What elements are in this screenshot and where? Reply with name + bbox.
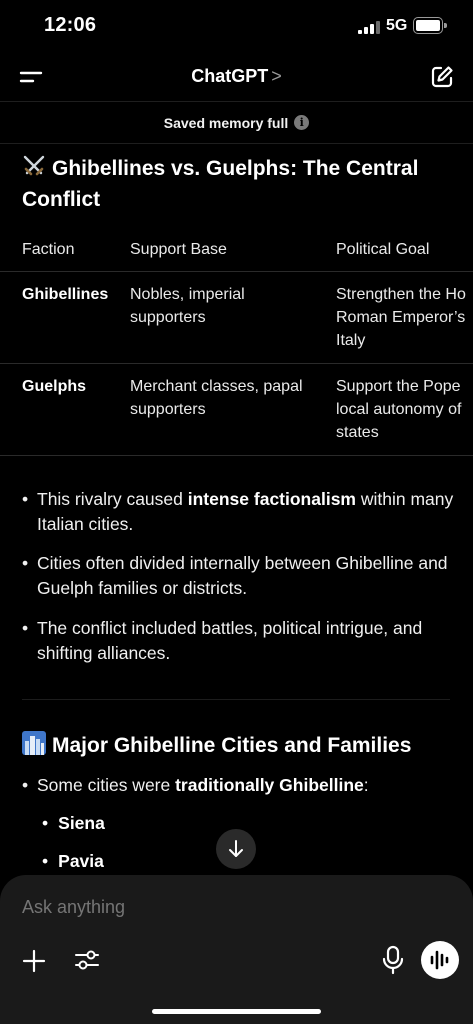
composer bbox=[0, 875, 473, 1024]
table-cell-support: supporters bbox=[130, 401, 206, 418]
table-cell-support: Nobles, imperial bbox=[130, 286, 245, 303]
bullet-text: within many Italian cities. bbox=[37, 489, 454, 534]
new-chat-icon[interactable] bbox=[429, 64, 455, 90]
tools-sliders-icon[interactable] bbox=[72, 945, 102, 975]
list-item-city bbox=[42, 811, 105, 836]
table-cell-goal: states bbox=[336, 424, 379, 441]
bullet-text: : bbox=[363, 775, 369, 795]
bullet-dot: • bbox=[42, 813, 49, 833]
voice-waveform-icon bbox=[421, 941, 459, 979]
table-cell-support: supporters bbox=[130, 309, 206, 326]
bullet-dot: • bbox=[42, 851, 49, 871]
bullet-dot: • bbox=[22, 489, 29, 509]
section-heading-text: Major Ghibelline Cities and Families bbox=[52, 734, 412, 757]
list-item bbox=[22, 616, 462, 666]
table-cell-faction: Guelphs bbox=[22, 378, 87, 395]
table-cell-goal: Support the Pope bbox=[336, 378, 461, 395]
bullet-bold-text: traditionally Ghibelline bbox=[175, 775, 364, 795]
list-item bbox=[22, 487, 462, 537]
city-name: Siena bbox=[58, 813, 105, 833]
section-heading-cities bbox=[22, 731, 462, 763]
table-row bbox=[0, 272, 473, 364]
bullet-dot: • bbox=[22, 775, 29, 795]
crossed-swords-icon bbox=[22, 154, 46, 186]
bullet-dot: • bbox=[22, 618, 29, 638]
section-heading-line2: Conflict bbox=[22, 188, 101, 211]
table-header: Faction bbox=[22, 241, 75, 258]
battery-icon bbox=[413, 17, 443, 34]
list-item bbox=[22, 551, 462, 601]
bullet-text: The conflict included battles, political intrigue, and shifting alliances. bbox=[37, 618, 423, 663]
table-cell-goal: Roman Emperor’s bbox=[336, 309, 466, 326]
section-heading-line1: Ghibellines vs. Guelphs: The Central bbox=[52, 157, 419, 180]
table-header: Support Base bbox=[130, 241, 227, 258]
table-cell-goal: Italy bbox=[336, 332, 366, 349]
arrow-down-icon bbox=[216, 829, 256, 869]
memory-banner[interactable] bbox=[0, 102, 473, 144]
table-cell-goal: local autonomy of bbox=[336, 401, 462, 418]
scroll-to-bottom-button[interactable] bbox=[216, 829, 256, 869]
bullet-bold-text: intense factionalism bbox=[187, 489, 356, 509]
table-row bbox=[0, 364, 473, 456]
model-selector[interactable] bbox=[0, 66, 473, 87]
table-cell-faction: Ghibellines bbox=[22, 286, 109, 303]
info-icon[interactable]: i bbox=[294, 115, 309, 130]
table-header: Political Goal bbox=[336, 241, 430, 258]
nav-bar bbox=[0, 52, 473, 102]
network-type: 5G bbox=[386, 17, 408, 34]
nav-title: ChatGPT bbox=[191, 66, 269, 86]
table-cell-support: Merchant classes, papal bbox=[130, 378, 303, 395]
plus-icon[interactable] bbox=[20, 947, 48, 975]
section-divider bbox=[22, 699, 450, 700]
status-time: 12:06 bbox=[44, 14, 97, 36]
chevron-right-icon: > bbox=[271, 66, 282, 86]
list-item bbox=[22, 773, 462, 798]
voice-mode-button[interactable] bbox=[421, 941, 459, 979]
home-indicator[interactable] bbox=[152, 1009, 321, 1014]
bullet-text: Some cities were bbox=[37, 775, 176, 795]
microphone-icon[interactable] bbox=[380, 945, 406, 975]
message-content bbox=[0, 144, 473, 874]
cityscape-icon bbox=[22, 731, 46, 763]
city-name: Pavia bbox=[58, 851, 104, 871]
bullet-text: This rivalry caused bbox=[37, 489, 188, 509]
cellular-signal-icon bbox=[358, 21, 380, 34]
status-bar bbox=[0, 0, 473, 52]
section-heading-conflict bbox=[22, 154, 462, 214]
table-header-row bbox=[0, 232, 473, 272]
bullet-dot: • bbox=[22, 553, 29, 573]
battery-level bbox=[416, 20, 440, 31]
memory-banner-text: Saved memory full bbox=[163, 115, 289, 131]
message-input[interactable] bbox=[22, 897, 382, 918]
bullet-text: Cities often divided internally between Ghibelline and Guelph families or districts. bbox=[37, 553, 448, 598]
table-cell-goal: Strengthen the Ho bbox=[336, 286, 466, 303]
list-item-city bbox=[42, 849, 104, 874]
